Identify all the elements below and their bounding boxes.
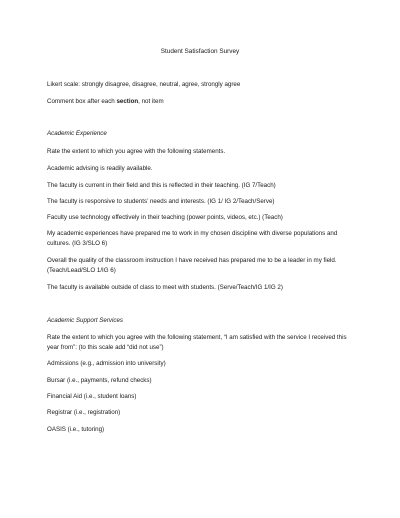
statement-item: The faculty is available outside of class to meet with students. (Serve/Teach/IG 1/IG 2) [47,284,283,291]
service-item: Registrar (i.e., registration) [47,409,121,416]
statement-item: Faculty use technology effectively in their teaching (power points, videos, etc.) (Teach) [47,214,283,221]
statement-item: Overall the quality of the classroom instruction I have received has prepared me to be a leader in my field. (Teach/Lead/SLO 1/IG 6) [47,257,337,274]
statement-item: The faculty is responsive to students’ needs and interests. (IG 1/ IG 2/Teach/Serve) [47,198,275,205]
section-heading-academic-support: Academic Support Services [47,317,124,324]
service-item: Financial Aid (i.e., student loans) [47,393,137,400]
document-title: Student Satisfaction Survey [160,48,240,55]
statement-item: My academic experiences have prepared me to work in my chosen discipline with diverse populations and cultures. (IG 3/SLO 6) [47,230,338,247]
service-item: Bursar (i.e., payments, refund checks) [47,377,152,384]
statement-item: Academic advising is readily available. [47,165,153,172]
comment-note-prefix: Comment box after each [47,98,117,105]
section-heading-academic-experience: Academic Experience [47,130,107,137]
comment-note-bold: section [116,98,139,105]
academic-support-prompt: Rate the extent to which you agree with the following statement, “I am satisfied with the service I received this year from”: (to this scale add “did not use”) [47,334,347,351]
likert-scale-text: Likert scale: strongly disagree, disagree, neutral, agree, strongly agree [47,81,241,88]
likert-scale-note [47,80,357,90]
service-item: Admissions (e.g., admission into university) [47,360,166,367]
statement-item: The faculty is current in their field and this is reflected in their teaching. (IG 7/Teach) [47,182,276,189]
comment-note-suffix: , not item [138,98,164,105]
comment-box-note [47,97,357,107]
academic-experience-prompt: Rate the extent to which you agree with the following statements. [47,148,226,155]
service-item: OASIS (i.e., tutoring) [47,426,105,433]
